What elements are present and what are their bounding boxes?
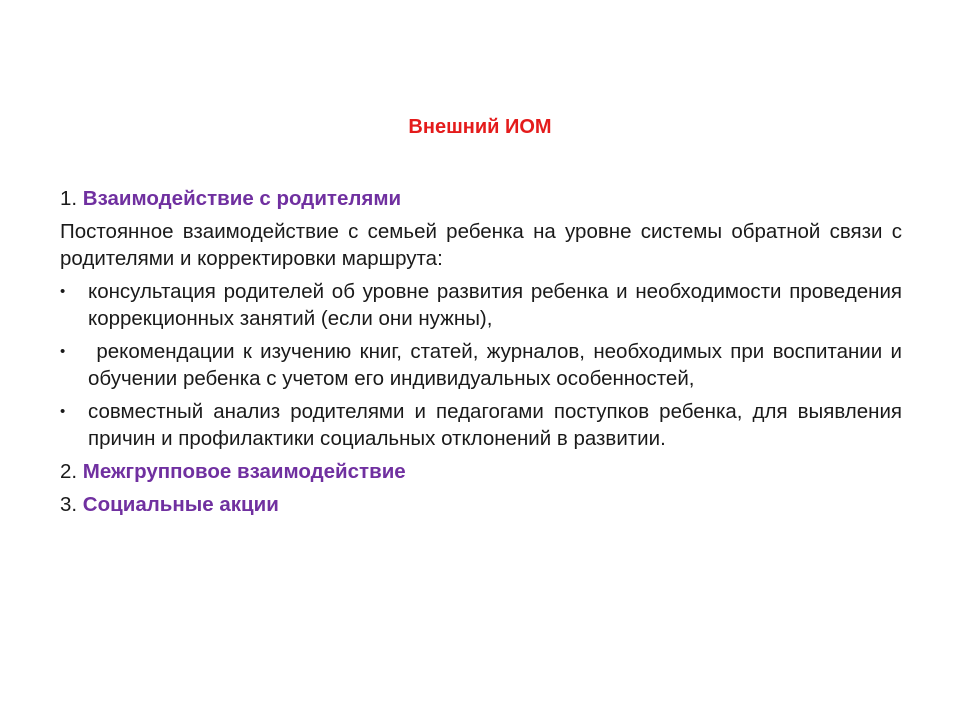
- section-1-heading: [60, 185, 902, 212]
- section-number: 2.: [60, 460, 83, 483]
- bullet-text: совместный анализ родителями и педагогами поступков ребенка, для выявления причин и профилактики социальных отклонений в развитии.: [88, 400, 902, 450]
- intro-paragraph: Постоянное взаимодействие с семьей ребенка на уровне системы обратной связи с родителями и корректировки маршрута:: [60, 220, 902, 270]
- bullet-text: консультация родителей об уровне развития ребенка и необходимости проведения коррекционных занятий (если они нужны),: [88, 280, 902, 330]
- section-3-heading: [60, 491, 902, 518]
- bullet-icon: •: [60, 403, 66, 420]
- section-title: Межгрупповое взаимодействие: [82, 460, 406, 483]
- bullet-icon: •: [60, 343, 66, 360]
- section-number: 1.: [60, 187, 83, 210]
- bullet-text: рекомендации к изучению книг, статей, журналов, необходимых при воспитании и обучении ребенка с учетом его индивидуальных особенностей,: [88, 340, 908, 390]
- bullet-icon: •: [60, 283, 66, 300]
- section-number: 3.: [60, 493, 83, 516]
- bullet-item: [60, 398, 902, 452]
- slide-content: [60, 185, 908, 524]
- section-2-heading: [60, 458, 902, 485]
- bullet-list: [60, 278, 908, 452]
- slide-title: Внешний ИОМ: [408, 116, 552, 138]
- bullet-item: [60, 278, 902, 332]
- bullet-item: [60, 338, 908, 392]
- section-title: Взаимодействие с родителями: [82, 187, 402, 210]
- section-title: Социальные акции: [82, 493, 279, 516]
